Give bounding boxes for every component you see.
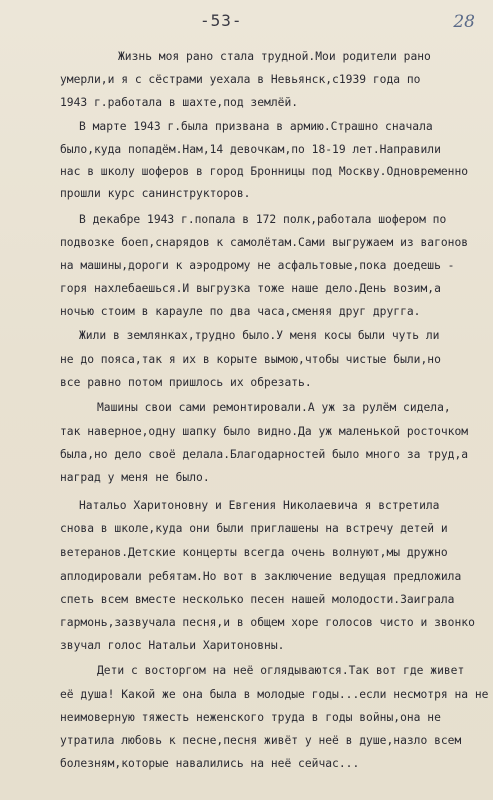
archive-page-number: 28 [453, 12, 475, 32]
text-line: В марте 1943 г.была призвана в армию.Страшно сначала [79, 120, 433, 133]
text-line: все равно потом пришлось их обрезать. [60, 376, 312, 389]
text-line: аплодировали ребятам.Но вот в заключение ведущая предложила [60, 570, 462, 583]
text-line: Жили в землянках,трудно было.У меня косы были чуть ли [79, 329, 440, 342]
text-line: болезням,которые навалились на неё сейчас... [60, 757, 360, 770]
text-line: звучал голос Натальи Харитоновны. [60, 639, 285, 652]
text-line: умерли,и я с сёстрами уехала в Невьянск,с1939 года по [60, 73, 421, 86]
text-line: её душа! Какой же она была в молодые годы...если несмотря на не [60, 688, 489, 701]
text-line: нас в школу шоферов в город Бронницы под Москву.Одновременно [60, 165, 469, 178]
text-line: ветеранов.Детские концерты всегда очень волнуют,мы дружно [60, 546, 448, 559]
page-number: -53- [200, 11, 243, 30]
text-line: Натальо Харитоновну и Евгения Николаевича я встретила [79, 499, 440, 512]
text-line: Жизнь моя рано стала трудной.Мои родители рано [118, 50, 431, 63]
text-line: утратила любовь к песне,песня живёт у неё в душе,назло всем [60, 734, 462, 747]
text-line: ночью стоим в карауле по два часа,сменяя друг другга. [60, 305, 421, 318]
text-line: горя нахлебаешься.И выгрузка тоже наше дело.День возим,а [60, 282, 441, 295]
text-line: 1943 г.работала в шахте,под землёй. [60, 96, 299, 109]
text-line: прошли курс санинструкторов. [60, 187, 251, 200]
text-line: спеть всем вместе несколько песен нашей молодости.Заиграла [60, 593, 455, 606]
text-line: Дети с восторгом на неё оглядываются.Так вот где живет [97, 664, 465, 677]
text-line: гармонь,зазвучала песня,и в общем хоре голосов чисто и звонко [60, 616, 475, 629]
text-line: неимоверную тяжесть неженского труда в годы войны,она не [60, 711, 441, 724]
text-line: снова в школе,куда они были приглашены на встречу детей и [60, 522, 448, 535]
text-line: В декабре 1943 г.попала в 172 полк,работала шофером по [79, 213, 447, 226]
text-line: на машины,дороги к аэродрому не асфальтовые,пока доедешь - [60, 259, 455, 272]
text-line: подвозке боеп,снарядов к самолётам.Сами выгружаем из вагонов [60, 236, 469, 249]
text-line: было,куда попадём.Нам,14 девочкам,по 18-19 лет.Направили [60, 143, 441, 156]
text-line: наград у меня не было. [60, 471, 210, 484]
text-line: Машины свои сами ремонтировали.А уж за рулём сидела, [97, 401, 451, 414]
text-line: не до пояса,так я их в корыте вымою,чтобы чистые были,но [60, 353, 441, 366]
text-line: была,но дело своё делала.Благодарностей было много за труд,а [60, 448, 469, 461]
text-line: так наверное,одну шапку было видно.Да уж маленькой росточком [60, 425, 469, 438]
